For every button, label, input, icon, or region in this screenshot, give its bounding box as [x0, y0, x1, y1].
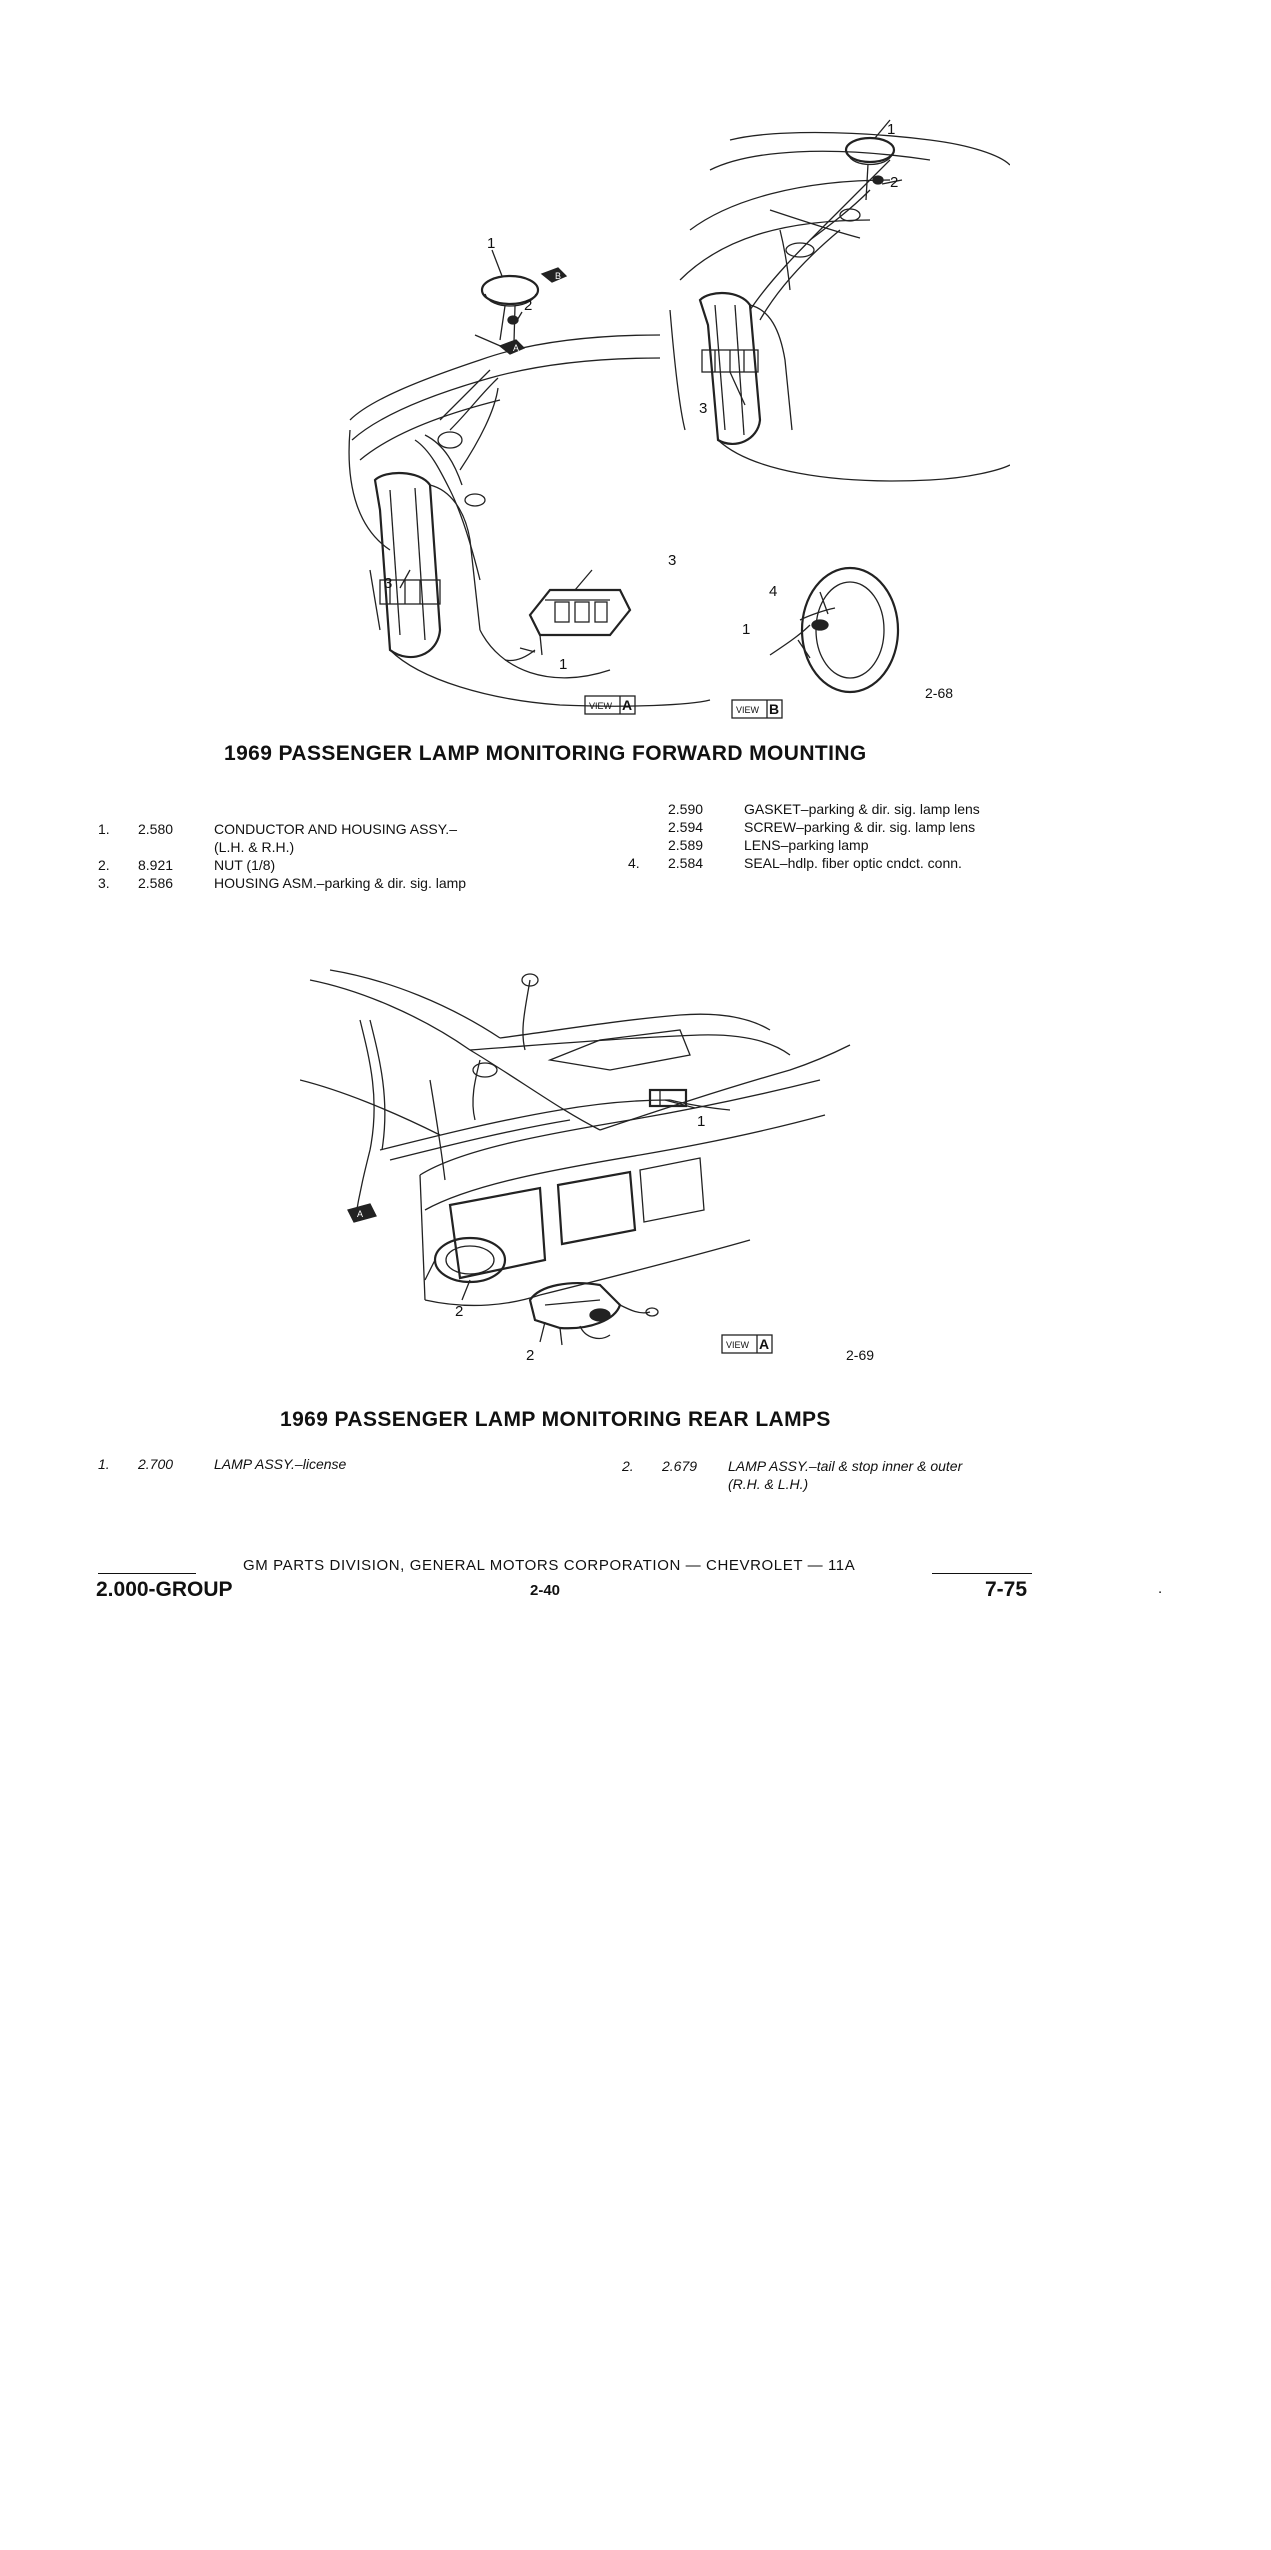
- footer-dot: .: [1158, 1580, 1163, 1597]
- parts-list-left-forward: [98, 820, 466, 892]
- left-fender-drawing: [349, 268, 710, 706]
- arrow-letter-a: A: [513, 343, 520, 353]
- part-row-continuation: (L.H. & R.H.): [214, 839, 295, 855]
- part-row: 2. 2.679 LAMP ASSY.–tail & stop inner & outer: [622, 1458, 963, 1474]
- part-row: 2. 8.921 NUT (1/8): [98, 857, 276, 873]
- view-a-detail-drawing: [505, 590, 630, 661]
- part-row: 2.589 LENS–parking lamp: [668, 837, 869, 853]
- part-row: 4. 2.584 SEAL–hdlp. fiber optic cndct. conn.: [628, 855, 962, 871]
- part-row: 1. 2.580 CONDUCTOR AND HOUSING ASSY.–: [98, 821, 457, 837]
- parts-list-right-rear: [622, 1457, 962, 1493]
- view-b-label: [732, 700, 782, 718]
- figure-ref-2-69: 2-69: [846, 1347, 875, 1363]
- rear-lamps-illustration: [300, 960, 900, 1380]
- callout-3-view-a: 3: [668, 552, 677, 569]
- arrow-letter-a-rear: A: [357, 1209, 364, 1219]
- callout-2-view-a: 2: [526, 1347, 535, 1364]
- svg-text:VIEW: VIEW: [726, 1340, 750, 1350]
- rear-body-drawing: [300, 970, 850, 1345]
- callout-1-view-b: 1: [742, 621, 751, 638]
- svg-text:A: A: [759, 1336, 770, 1352]
- part-row: 2.590 GASKET–parking & dir. sig. lamp lens: [668, 801, 980, 817]
- section-title-rear-lamps: 1969 PASSENGER LAMP MONITORING REAR LAMPS: [280, 1408, 831, 1431]
- part-row-continuation: (R.H. & L.H.): [728, 1476, 809, 1492]
- part-row: 2.594 SCREW–parking & dir. sig. lamp lens: [668, 819, 976, 835]
- callout-2-tail: 2: [455, 1303, 464, 1320]
- callout-1-left: 1: [487, 235, 496, 252]
- footer-date: 7-75: [985, 1578, 1028, 1601]
- svg-text:A: A: [622, 697, 633, 713]
- footer-group: 2.000-GROUP: [96, 1578, 233, 1601]
- callout-1-license: 1: [697, 1113, 706, 1130]
- callout-2-left: 2: [524, 297, 533, 314]
- view-b-detail-drawing: [770, 568, 898, 692]
- part-row: 1. 2.700 LAMP ASSY.–license: [98, 1456, 347, 1472]
- footer-page-number: 2-40: [530, 1582, 561, 1599]
- forward-mounting-illustration: [330, 110, 1010, 730]
- part-row: 3. 2.586 HOUSING ASM.–parking & dir. sig. lamp: [98, 875, 467, 891]
- figure-ref-2-68: 2-68: [925, 685, 954, 701]
- footer-corporation: GM PARTS DIVISION, GENERAL MOTORS CORPORATION — CHEVROLET — 11A: [243, 1557, 856, 1574]
- callout-3-right: 3: [699, 400, 708, 417]
- arrow-letter-b: B: [555, 271, 562, 281]
- footer-rule-left: [98, 1573, 196, 1574]
- svg-text:VIEW: VIEW: [736, 705, 760, 715]
- view-a-label: [585, 696, 635, 714]
- svg-text:VIEW: VIEW: [589, 701, 613, 711]
- svg-text:B: B: [769, 701, 780, 717]
- callout-1-view-a: 1: [559, 656, 568, 673]
- parts-list-left-rear: [98, 1455, 346, 1473]
- footer-rule-right: [932, 1573, 1032, 1574]
- callout-1-right: 1: [887, 121, 896, 138]
- parts-list-right-forward: [628, 800, 980, 872]
- right-fender-drawing: [670, 133, 1010, 481]
- callout-3-left: 3: [384, 575, 393, 592]
- rear-view-a-label: [722, 1335, 772, 1353]
- section-title-forward-mounting: 1969 PASSENGER LAMP MONITORING FORWARD MOUNTING: [224, 742, 867, 765]
- callout-2-right: 2: [890, 174, 899, 191]
- callout-4-view-b: 4: [769, 583, 778, 600]
